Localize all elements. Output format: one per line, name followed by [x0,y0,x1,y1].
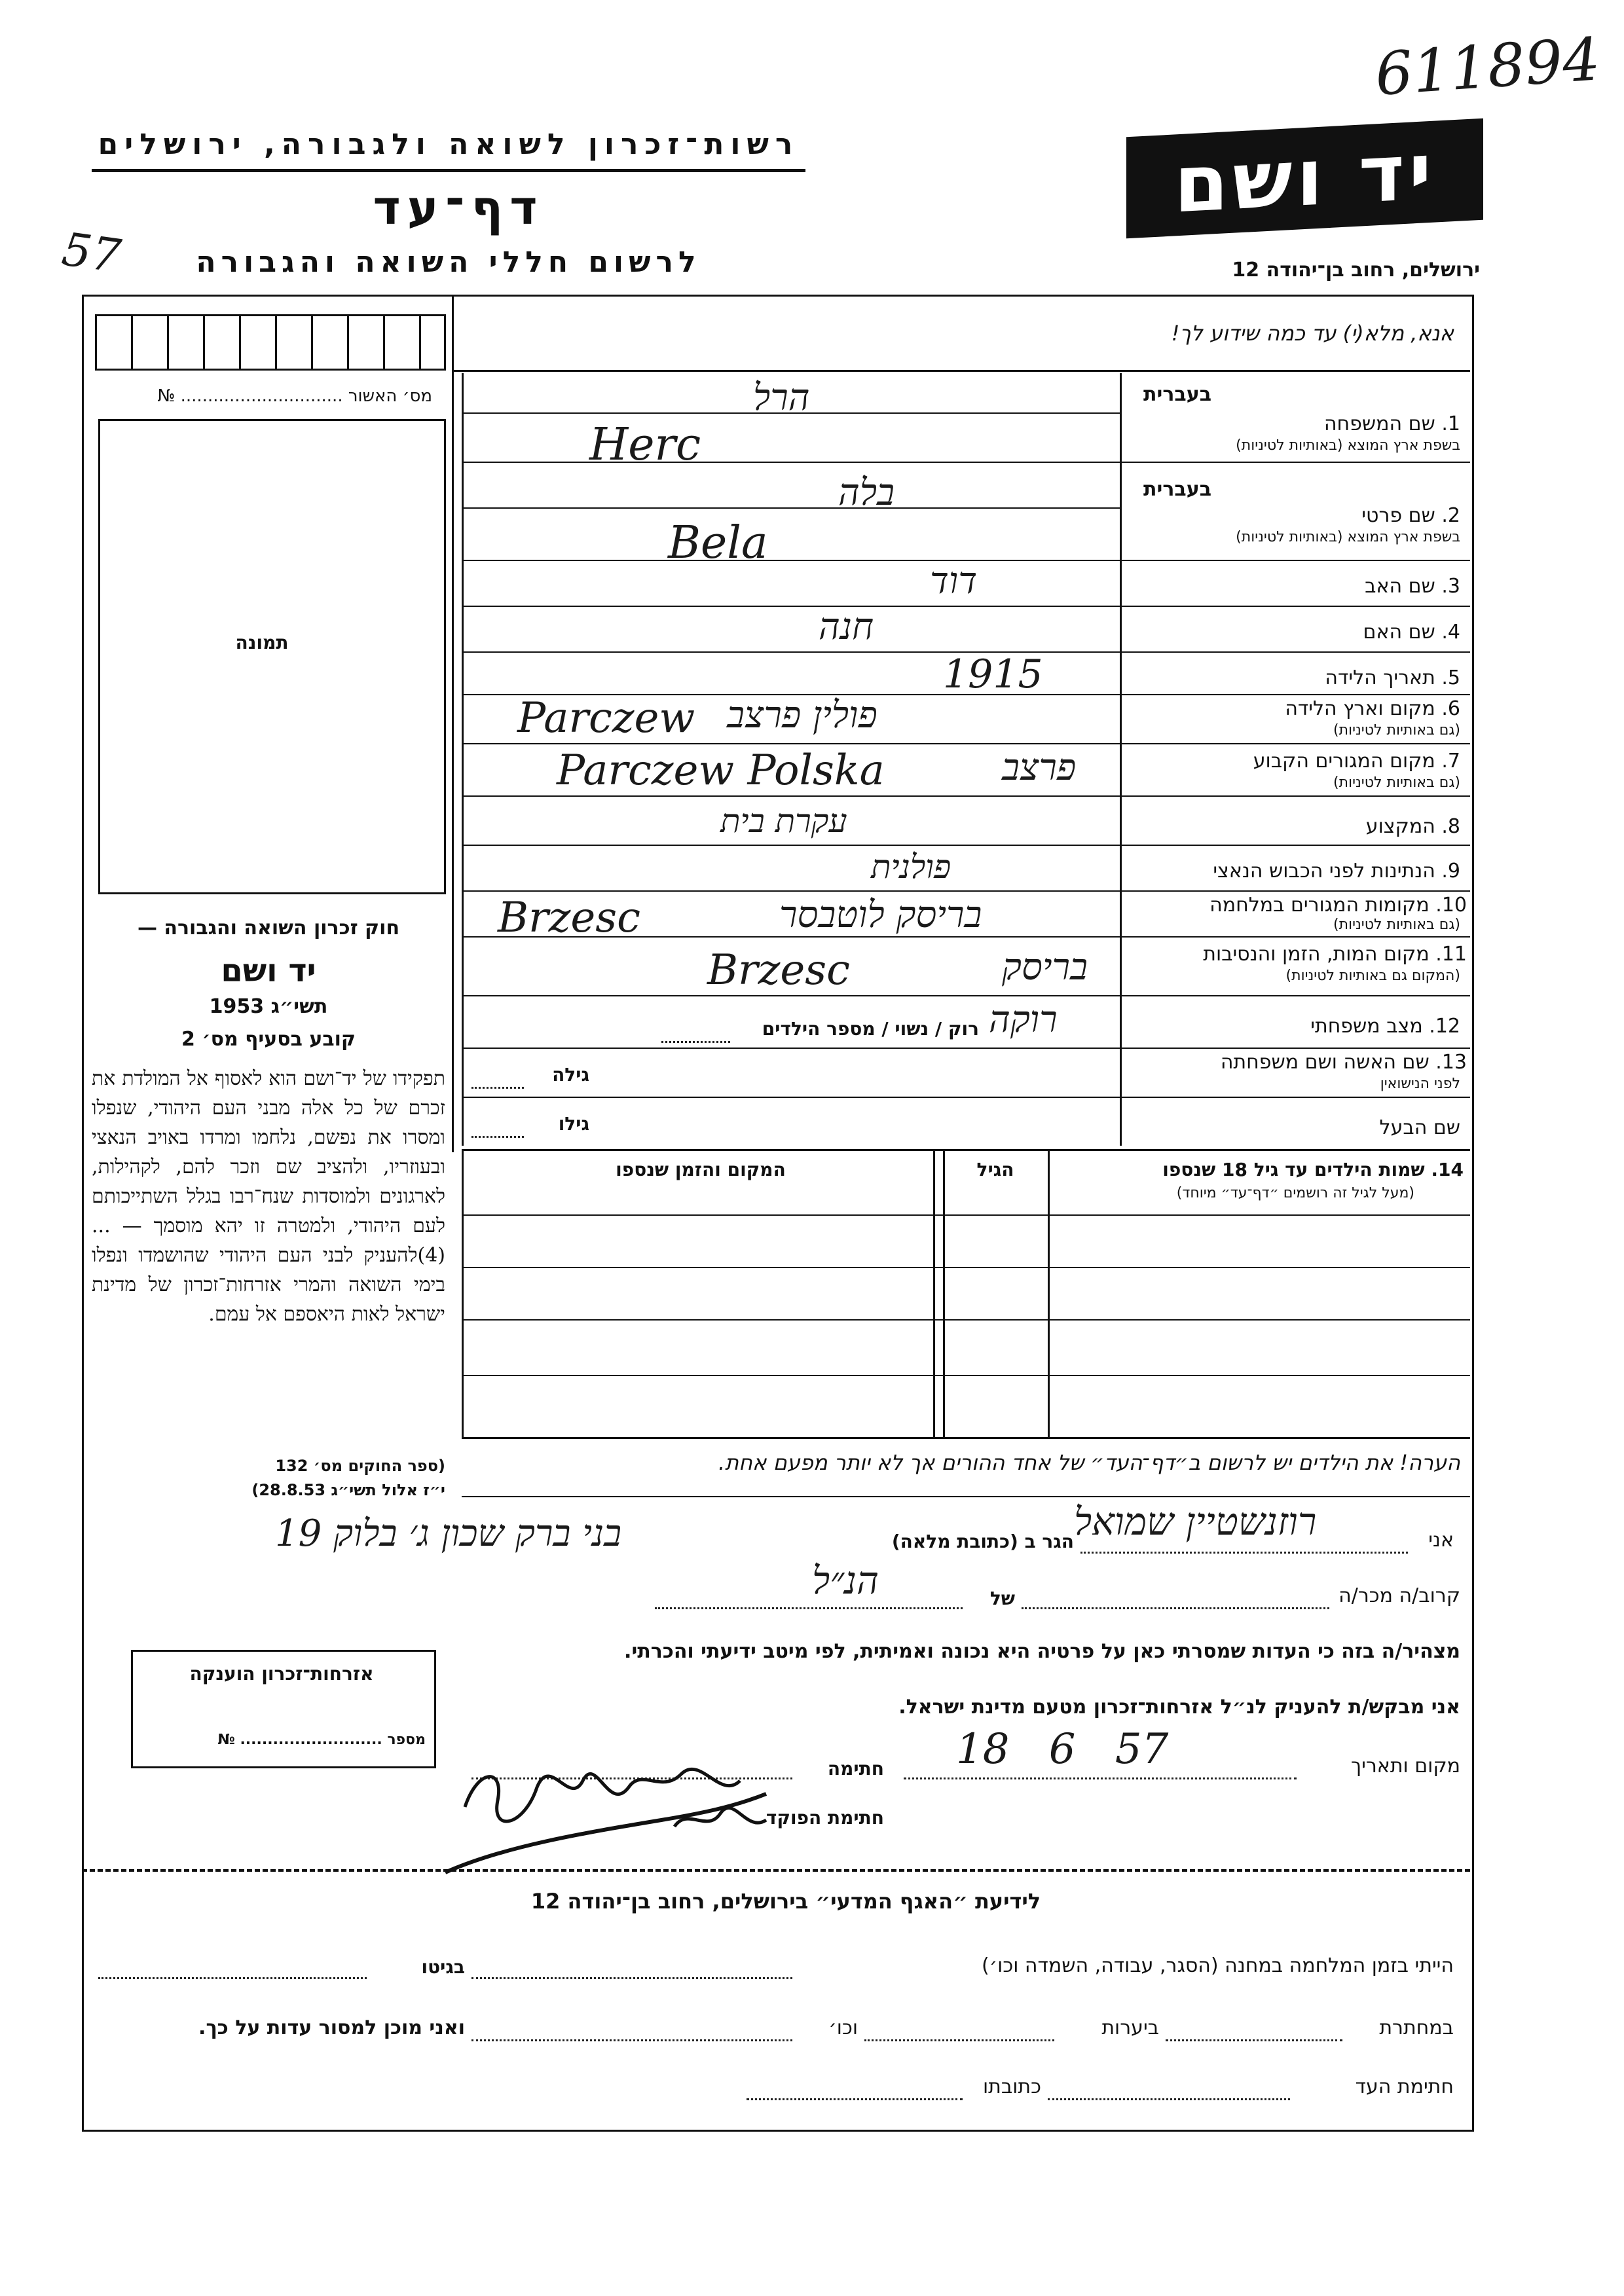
fields-top-rule [452,370,1470,372]
law-section: קובע בסעיף מס׳ 2 [181,1028,356,1051]
field-8-text: המקצוע [1365,815,1435,838]
bottom-witness-address: כתובתו [983,2075,1041,2098]
citizenship-no: מספר .......................... № [217,1732,426,1748]
field-10-label [1133,894,1467,917]
field-2-tag: בעברית [1143,478,1211,501]
field-6-sub: (גם באותיות לטיניות) [1333,722,1460,738]
decl-of-label: של [989,1588,1015,1609]
field-8-label [1133,815,1460,838]
fields-divider-left [462,373,464,1146]
field-11-text: מקום המות, הזמן והנסיבות [1203,943,1430,966]
children-col-place: המקום והזמן שנספו [616,1159,786,1180]
field-5-num: 5. [1441,666,1460,689]
field-4-label [1133,621,1460,644]
field-13-text: שם האשה ושם משפחתה [1220,1051,1430,1074]
field-5-text: תאריך הלידה [1325,666,1435,689]
field-1-sub: בשפת ארץ המוצא (באותיות לטיניות) [1236,437,1460,454]
field-3-label [1133,575,1460,598]
bottom-etc-blank [471,2039,792,2041]
photo-box [98,419,446,894]
field-2-text: שם פרטי [1361,504,1435,527]
bottom-forests-blank [864,2039,1054,2041]
decl-resides-text: הגר ב [1024,1531,1074,1552]
approval-no-mark: № [157,386,175,406]
logo-text: יד ושם [1173,126,1436,231]
photo-label: תמונה [235,632,289,653]
field-5-value: 1915 [943,651,1043,697]
children-count-line [661,1041,730,1043]
field-2-sub: בשפת ארץ המוצא (באותיות לטיניות) [1236,529,1460,545]
field-7-text: מקום המגורים הקבוע [1253,750,1435,773]
field-12-value: רוקה [989,998,1058,1041]
field-11-value-latin: Brzesc [707,946,850,994]
header-rule [92,169,805,172]
decl-full-address: (כתובת מלאה) [891,1531,1018,1552]
children-sub: (מעל לגיל זה רושמים ״דף־עד״ מיוחד) [1176,1185,1414,1201]
field-4-text: שם האם [1363,621,1435,644]
row-rule [462,795,1470,797]
children-note: הערה! את הילדים יש לרשום ב״דף־העד״ של אחד ההורים אך לא יותר מפעם אחת. [718,1450,1460,1475]
field-13-num: 13. [1435,1051,1467,1074]
law-text: תפקידו של יד־ושם הוא לאסוף אל המולדת את זכרם של כל אלה מבני העם היהודי, שנפלו ומסרו את נפשם, נלחמו ומרדו באויב הנאצי ובעוזריו, ולהציב שם וזכר להם, לקהילות, לארגונים ולמוסדות שנח־רבו בגלל השתייכותם לעם היהודי, ולמטרה זו יהא מוסמך — ...(4)להעניק לבני העם היהודי שהושמדו ונפלו בימי השואה והמרי אזרחות־זכרון של מדינת ישראל לאות היאספם אל עמם. [92,1067,445,1326]
field-8-num: 8. [1441,815,1460,838]
decl-relation-label: קרוב/ה מכר/ה [1338,1584,1460,1607]
approval-strip [95,314,446,371]
decl-statement: מצהיר/ה בזה כי העדות שמסרתי כאן על פרטיה היא נכונה ואמיתית, לפי מיטב ידיעתי והכרתי. [624,1640,1460,1663]
children-num: 14. [1431,1159,1464,1180]
decl-address-value: בני ברק שכון ג׳ בלוק 19 [275,1512,622,1555]
field-2-value-he: בלה [838,471,895,514]
children-row-rule [462,1267,1470,1268]
bottom-ghetto-label: בגיטו [421,1956,465,1978]
children-col-divider-2 [933,1149,935,1437]
field-6-label [1133,697,1460,720]
law-name: יד ושם [221,953,316,989]
field-12-num: 12. [1429,1015,1460,1038]
law-year-num: 1953 [209,995,265,1018]
row-rule [462,890,1470,892]
row-rule [462,1149,1470,1151]
children-col-divider-4 [462,1149,464,1437]
field-9-value: פולנית [871,848,951,886]
field-11-value-he: בריסק [1002,946,1088,989]
decl-place-date-line [904,1777,1297,1779]
decl-i-label: אני [1428,1529,1454,1552]
field-10-text: מקומות המגורים במלחמה [1209,894,1430,917]
children-col-age: הגיל [976,1159,1014,1180]
children-row-rule [462,1375,1470,1376]
field-6-text: מקום וארץ הלידה [1285,697,1435,720]
field-4-value: חנה [819,606,874,648]
field-2-value-latin: Bela [668,517,768,569]
authority-name: רשות־זכרון לשואה ולגבורה, ירושלים [98,128,800,161]
yad-vashem-logo [1126,118,1483,239]
decl-request: אני מבקש/ת להעניק לנ״ל אזרחות־זכרון מטעם מדינת ישראל. [898,1696,1460,1719]
bottom-forests: ביערות [1101,2016,1159,2039]
field-9-num: 9. [1441,860,1460,883]
bottom-underground-blank [1166,2039,1342,2041]
decl-of-line [655,1607,963,1609]
field-12-label [1133,1015,1460,1038]
witness-signature [426,1728,792,1899]
field-9-text: הנתינות לפני הכבוש הנאצי [1213,860,1435,883]
law-year [92,995,445,1018]
bottom-line1-blank [471,1977,792,1979]
field-husband-age-label: גילו [558,1113,589,1135]
fields-divider-right [1120,373,1122,1146]
field-7-value-he: פרצב [1002,746,1077,789]
field-1-text: שם המשפחה [1323,412,1435,435]
row-rule [462,1048,1470,1049]
bottom-witness-signature-blank [1048,2098,1290,2100]
side-number: 57 [58,222,124,283]
row-rule [462,606,1470,607]
decl-signature-label: חתימה [827,1758,884,1779]
tear-line [82,1869,1470,1872]
decl-date-value: 18 6 57 [956,1725,1169,1774]
field-12-options: רוק / נשוי / מספר הילדים [762,1018,979,1040]
form-subtitle: לרשום חללי השואה והגבורה [196,246,701,279]
children-row-rule [462,1214,1470,1216]
field-10-value-he: בריסק לוטבסר [779,894,982,936]
decl-place-date-label: מקום ותאריך [1351,1755,1460,1777]
field-3-value: דוד [930,560,978,602]
decl-of-value: הנ״ל [812,1558,879,1603]
field-3-num: 3. [1441,575,1460,598]
bottom-ghetto-blank [98,1977,367,1979]
decl-resides-label [799,1531,1074,1552]
decl-name-line [1080,1552,1408,1554]
children-col-divider-3 [943,1149,945,1437]
bottom-title: לידיעת ״האגף המדעי״ בירושלים, רחוב בן־יהודה 12 [530,1889,1041,1914]
field-7-sub: (גם באותיות לטיניות) [1333,774,1460,791]
row-rule [462,845,1470,846]
bottom-witness-signature: חתימת העד [1355,2075,1454,2098]
field-1-num: 1. [1441,412,1460,435]
bottom-underground: במחתרת [1379,2016,1454,2039]
field-13-sub: לפני הנישואין [1380,1076,1460,1092]
row-rule [462,507,1120,509]
archive-number: 611894 [1373,25,1602,109]
children-row-rule [462,1319,1470,1321]
law-ref-2: י״ז אלול תשי״ג 28.8.53) [251,1481,445,1499]
form-title: דף־עד [373,180,544,235]
decl-relation-line [1022,1607,1329,1609]
field-7-value-latin: Parczew Polska [557,746,885,795]
children-title [1061,1159,1464,1180]
row-rule [462,743,1470,744]
field-11-num: 11. [1435,943,1467,966]
field-1-tag: בעברית [1143,383,1211,406]
bottom-testimony: ואני מוכן למסור עדות על כך. [198,2016,465,2039]
intro-text: אנא, מלא(י) עד כמה שידוע לך! [1171,321,1454,346]
field-1-label [1133,412,1460,435]
law-title: חוק זכרון השואה והגבורה — [137,917,400,939]
row-rule [462,995,1470,996]
field-10-num: 10. [1435,894,1467,917]
left-panel-divider [452,295,454,1152]
field-13-label [1133,1051,1467,1074]
approval-label-text: מס׳ האשור [348,386,432,406]
field-2-num: 2. [1441,504,1460,527]
field-13-age-line [471,1087,524,1089]
field-11-label [1133,943,1467,966]
note-rule [462,1496,1470,1497]
field-3-text: שם האב [1365,575,1435,598]
field-6-value-he: פולין פרצב [727,694,877,737]
field-13-age-label: גילה [552,1064,589,1085]
citizenship-title: אזרחות־זכרון הוענקה [189,1663,374,1685]
citizenship-no-mark: № [217,1732,235,1748]
field-9-label [1133,860,1460,883]
law-year-heb: תשי״ג [270,995,328,1018]
field-11-sub: (המקום גם באותיות לטיניות) [1285,968,1460,984]
field-1-value-latin: Herc [589,419,701,471]
row-rule [462,1097,1470,1098]
children-row-rule [462,1437,1470,1439]
field-7-label [1133,750,1460,773]
field-10-value-latin: Brzesc [498,894,640,942]
field-husband-age-line [471,1136,524,1138]
citizenship-no-label: מספר [387,1732,426,1748]
decl-witness-name: רוזנשטיין שמואל [1074,1499,1317,1544]
field-12-text: מצב משפחתי [1310,1015,1423,1038]
bottom-line1: הייתי בזמן המלחמה במחנה (הסגר, עבודה, השמדה וכו׳) [981,1954,1454,1977]
field-6-value-latin: Parczew [517,694,695,742]
address: ירושלים, רחוב בן־יהודה 12 [1232,259,1480,282]
decl-officer-signature-label: חתימת הפוקד [766,1807,884,1829]
field-5-label [1133,666,1460,689]
field-8-value: עקרת בית [720,802,847,840]
field-husband-label: שם הבעל [1379,1116,1460,1139]
field-2-label [1133,504,1460,527]
field-7-num: 7. [1441,750,1460,773]
law-ref-1: (ספר החוקים מס׳ 132 [275,1457,445,1475]
bottom-etc: וכו׳ [828,2016,858,2039]
field-10-sub: (גם באותיות לטיניות) [1333,917,1460,933]
children-col-divider-1 [1048,1149,1050,1437]
field-6-num: 6. [1441,697,1460,720]
children-title-text: שמות הילדים עד גיל 18 שנספו [1162,1159,1425,1180]
bottom-witness-address-blank [747,2098,963,2100]
field-4-num: 4. [1441,621,1460,644]
field-1-value-he: הרל [753,376,810,419]
approval-label: מס׳ האשור .............................. № [157,386,432,406]
